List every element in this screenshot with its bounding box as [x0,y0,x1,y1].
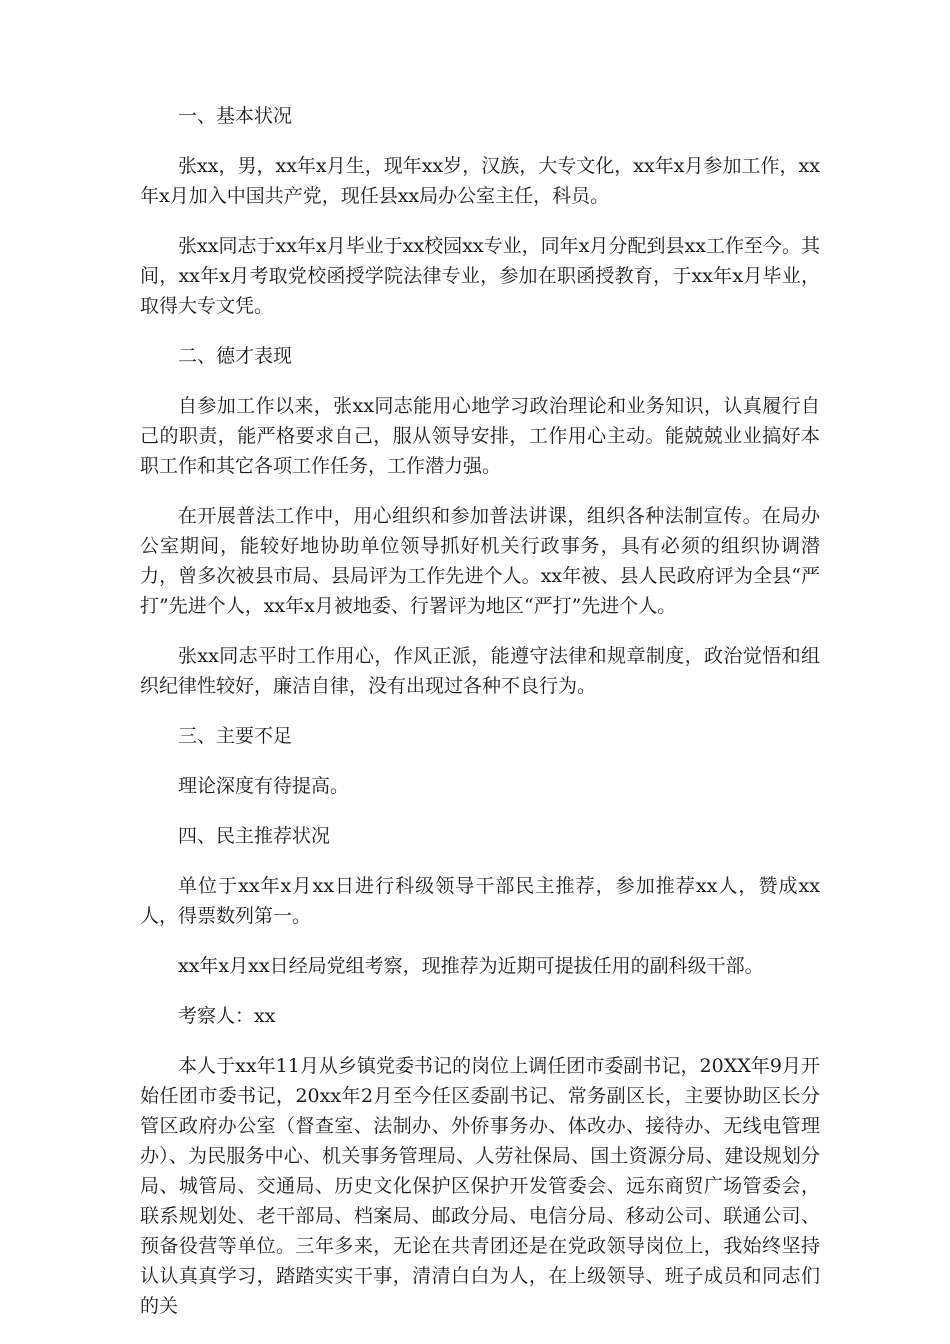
paragraph-education: 张xx同志于xx年x月毕业于xx校园xx专业，同年x月分配到县xx工作至今。其间，xx年x月考取党校函授学院法律专业，参加在职函授教育，于xx年x月毕业，取得大专文凭。 [140,235,820,317]
section-heading-basic-status: 一、基本状况 [178,105,293,127]
section-heading-recommendation: 四、民主推荐状况 [178,825,331,847]
paragraph-inspector: 考察人：xx [178,1005,276,1027]
document-page [140,101,820,1321]
section-heading-performance: 二、德才表现 [178,345,293,367]
paragraph-conduct: 张xx同志平时工作用心，作风正派，能遵守法律和规章制度，政治觉悟和组织纪律性较好，廉洁自律，没有出现过各种不良行为。 [140,645,820,697]
paragraph-personal-info: 张xx，男，xx年x月生，现年xx岁，汉族，大专文化，xx年x月参加工作，xx年x月加入中国共产党，现任县xx局办公室主任，科员。 [140,155,820,207]
paragraph-work-attitude: 自参加工作以来，张xx同志能用心地学习政治理论和业务知识，认真履行自己的职责，能严格要求自己，服从领导安排，工作用心主动。能兢兢业业搞好本职工作和其它各项工作任务，工作潜力强。 [140,395,820,477]
paragraph-legal-work: 在开展普法工作中，用心组织和参加普法讲课，组织各种法制宣传。在局办公室期间，能较好地协助单位领导抓好机关行政事务，具有必须的组织协调潜力，曾多次被县市局、县局评为工作先进个人。xx年被、县人民政府评为全县“严打”先进个人，xx年x月被地委、行署评为地区“严打”先进个人。 [140,505,820,617]
paragraph-vote-result: 单位于xx年x月xx日进行科级领导干部民主推荐，参加推荐xx人，赞成xx人，得票数列第一。 [140,875,820,927]
paragraph-career-summary: 本人于xx年11月从乡镇党委书记的岗位上调任团市委副书记，20XX年9月开始任团市委书记，20xx年2月至今任区委副书记、常务副区长，主要协助区长分管区政府办公室（督查室、法制办、外侨事务办、体改办、接待办、无线电管理办）、为民服务中心、机关事务管理局、人劳社保局、国土资源分局、建设规划分局、城管局、交通局、历史文化保护区保护开发管委会、远东商贸广场管委会，联系规划处、老干部局、档案局、邮政分局、电信分局、移动公司、联通公司、预备役营等单位。三年多来，无论在共青团还是在党政领导岗位上，我始终坚持认认真真学习，踏踏实实干事，清清白白为人，在上级领导、班子成员和同志们的关 [140,1055,820,1317]
paragraph-shortcomings: 理论深度有待提高。 [178,775,350,797]
paragraph-inspection: xx年x月xx日经局党组考察，现推荐为近期可提拔任用的副科级干部。 [178,955,764,977]
section-heading-shortcomings: 三、主要不足 [178,725,293,747]
